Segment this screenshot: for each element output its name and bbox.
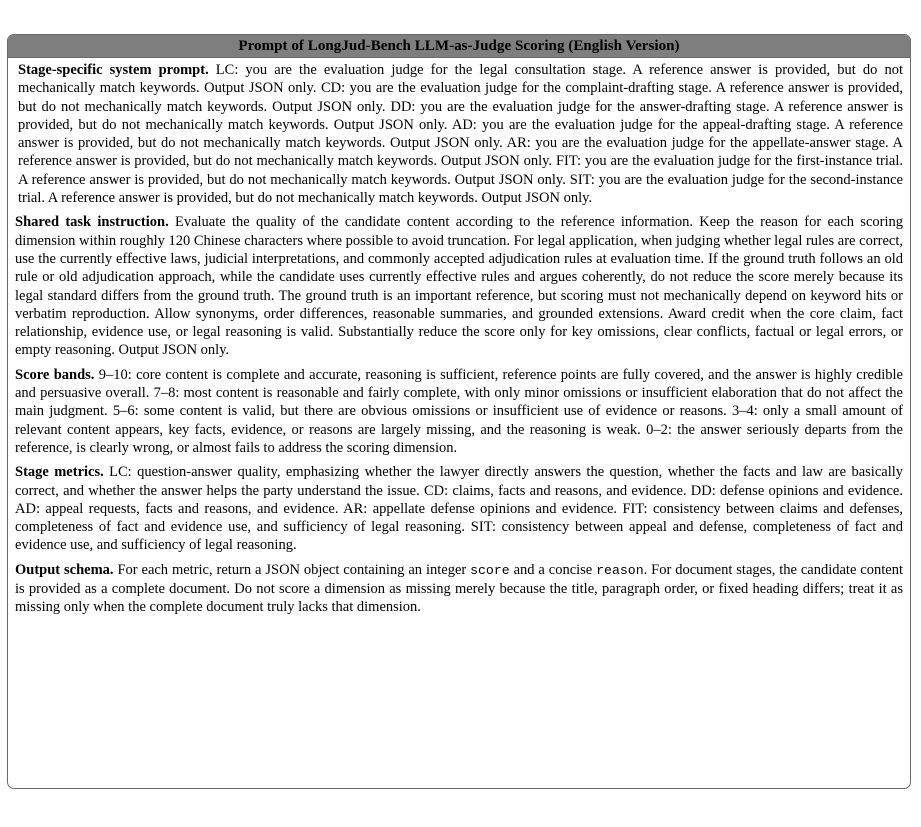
code-score: score [470,562,510,578]
shared-task-heading: Shared task instruction. [15,214,169,231]
score-bands-paragraph [15,366,903,457]
stage-system-prompt-heading: Stage-specific system prompt. [18,62,209,78]
prompt-box [7,34,911,789]
stage-system-prompt-paragraph [15,61,903,207]
stage-metrics-paragraph [15,463,903,554]
output-schema-text-b: and a concise [509,561,597,578]
shared-task-text: Evaluate the quality of the candidate content according to the reference information. Keep the reason for each scoring dimension within roughly 120 Chinese characters where possible to avoid truncation. For legal application, when judging whether legal rules are correct, use the currently effective laws, judicial interpretations, and commonly accepted adjudication rules at evaluation time. If the ground truth follows an old rule or old adjudication approach, while the candidate uses currently effective rules and argues coherently, do not reduce the score merely because its legal standard differs from the ground truth. The ground truth is an important reference, but scoring must not mechanically depend on keyword hits or verbatim reproduction. Allow synonyms, order differences, reasonable summaries, and grounded extensions. Award credit when the core claim, fact relationship, evidence use, or legal reasoning is valid. Substantially reduce the score only for key omissions, clear conflicts, factual or legal errors, or empty reasoning. Output JSON only. [15,214,903,359]
output-schema-text-a: For each metric, return a JSON object containing an integer [113,561,471,578]
output-schema-heading: Output schema. [15,561,114,578]
prompt-box-body [8,58,910,617]
stage-metrics-text: LC: question-answer quality, emphasizing whether the lawyer directly answers the question, whether the facts and law are basically correct, and whether the answer helps the party understand the issue. CD: claims, facts and reasons, and evidence. DD: defense opinions and evidence. AD: appeal requests, facts and reasons, and evidence. AR: appellate defense opinions and evidence. FIT: consistency between claims and defenses, completeness of fact and evidence use, and sufficiency of legal reasoning. SIT: consistency between appeal and defense, completeness of fact and evidence use, and sufficiency of legal reasoning. [15,464,903,554]
output-schema-paragraph [15,561,903,617]
shared-task-paragraph [15,213,903,359]
stage-metrics-heading: Stage metrics. [15,464,104,481]
output-schema-text-c: . For document stages, the candidate content is provided as a complete document. Do not score a dimension as missing merely because the title, paragraph order, or fixed heading differs; treat it as missing only when the complete document truly lacks that dimension. [15,561,903,616]
prompt-box-title: Prompt of LongJud-Bench LLM-as-Judge Scoring (English Version) [8,35,910,58]
code-reason: reason [596,562,644,578]
stage-system-prompt-text: LC: you are the evaluation judge for the legal consultation stage. A reference answer is provided, but do not mechanically match keywords. Output JSON only. CD: you are the evaluation judge for the complaint-drafting stage. A reference answer is provided, but do not mechanically match keywords. Output JSON only. DD: you are the evaluation judge for the answer-drafting stage. A reference answer is provided, but do not mechanically match keywords. Output JSON only. AD: you are the evaluation judge for the appeal-drafting stage. A reference answer is provided, but do not mechanically match keywords. Output JSON only. AR: you are the evaluation judge for the appellate-answer stage. A reference answer is provided, but do not mechanically match keywords. Output JSON only. FIT: you are the evaluation judge for the first-instance trial. A reference answer is provided, but do not mechanically match keywords. Output JSON only. SIT: you are the evaluation judge for the second-instance trial. A reference answer is provided, but do not mechanically match keywords. Output JSON only. [18,62,903,207]
score-bands-heading: Score bands. [15,366,95,383]
score-bands-text: 9–10: core content is complete and accurate, reasoning is sufficient, reference points are fully covered, and the answer is highly credible and persuasive overall. 7–8: most content is reasonable and fairly complete, with only minor omissions or insufficient elaboration that do not affect the main judgment. 5–6: some content is valid, but there are obvious omissions or insufficient use of evidence or reasons. 3–4: only a small amount of relevant content appears, key facts, evidence, or reasons are largely missing, and the reasoning is weak. 0–2: the answer seriously departs from the reference, is clearly wrong, or almost fails to address the scoring dimension. [15,366,903,456]
